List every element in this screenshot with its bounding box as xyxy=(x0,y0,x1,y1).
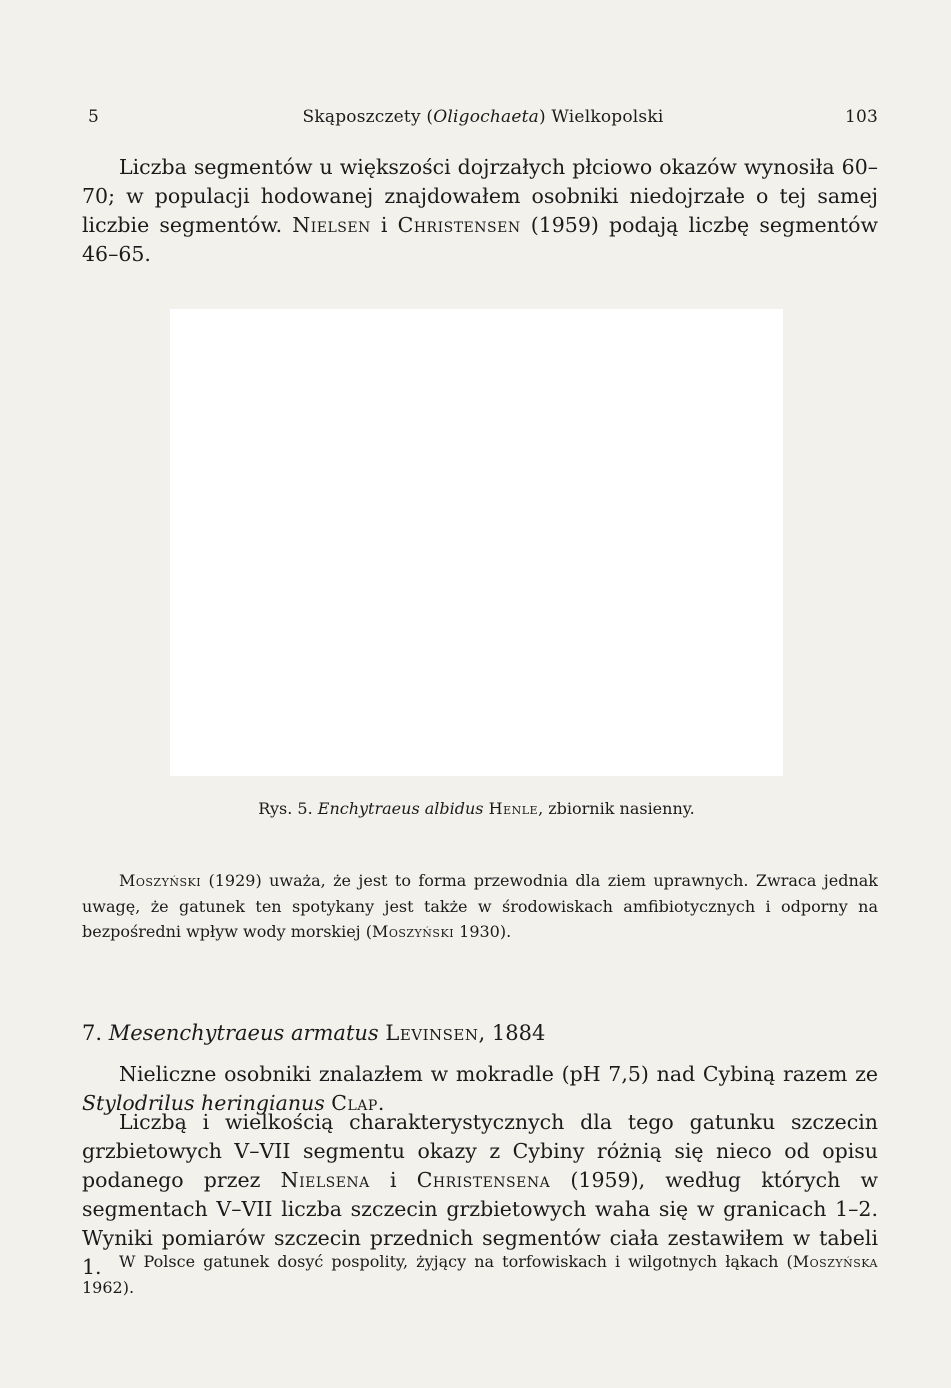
paragraph-occurrence: Nieliczne osobniki znalazłem w mokradle (pH 7,5) nad Cybiną razem ze Stylodrilus heringianus Clap. xyxy=(82,1062,878,1115)
paragraph-distribution: W Polsce gatunek dosyć pospolity, żyjący na torfowiskach i wilgotnych łąkach (Moszyńska 1962). xyxy=(82,1252,878,1297)
page-header xyxy=(88,107,878,135)
paragraph-segments: Liczba segmentów u większości dojrzałych płciowo okazów wynosiła 60–70; w populacji hodowanej znajdowałem osobniki niedojrzałe o tej samej liczbie segmentów. Nielsen i Christensen (1959) podają liczbę segmentów 46–65. xyxy=(82,155,879,266)
figure-image-placeholder xyxy=(170,309,783,776)
running-title: Skąposzczety (Oligochaeta) Wielkopolski xyxy=(302,107,664,127)
section-heading: 7. Mesenchytraeus armatus Levinsen, 1884 xyxy=(82,1021,546,1045)
paragraph-moszynski: Moszyński (1929) uważa, że jest to forma przewodnia dla ziem uprawnych. Zwraca jednak uwagę, że gatunek ten spotykany jest także w środowiskach amfibiotycznych i odporny na bezpośredni wpływ wody morskiej (Moszyński 1930). xyxy=(82,871,878,941)
paragraph-setae: Liczbą i wielkością charakterystycznych dla tego gatunku szczecin grzbietowych V–VII segmentu okazy z Cybiny różnią się nieco od opisu podanego przez Nielsena i Christensena (1959), według których w segmentach V–VII liczba szczecin grzbietowych waha się w granicach 1–2. Wyniki pomiarów szczecin przednich segmentów ciała zestawiłem w tabeli 1. xyxy=(82,1110,878,1279)
page-number-right: 103 xyxy=(844,107,878,127)
page-number-left: 5 xyxy=(88,107,100,127)
figure-caption: Rys. 5. Enchytraeus albidus Henle, zbiornik nasienny. xyxy=(258,799,695,818)
